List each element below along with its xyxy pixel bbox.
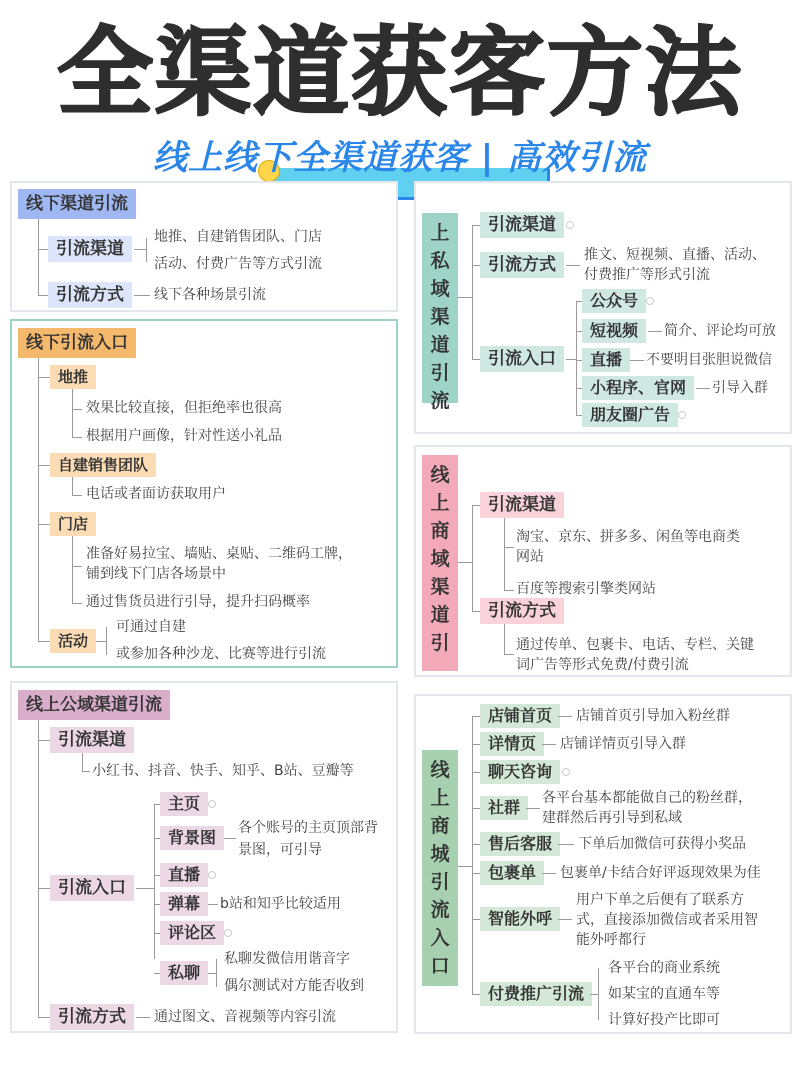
entry-detail: 准备好易拉宝、墙贴、桌贴、二维码工牌，: [86, 546, 352, 562]
entry-detail: 式，直接添加微信或者采用智: [576, 912, 758, 928]
entry-item: 小程序、官网: [582, 376, 694, 400]
entry-detail: 铺到线下门店各场景中: [86, 566, 226, 582]
method-detail: 线下各种场景引流: [154, 287, 266, 303]
entry-detail: 引导入群: [712, 380, 768, 396]
offline-entry-root: 线下引流入口: [18, 328, 136, 358]
panel-online-public: [10, 681, 398, 1033]
entry-item: 售后客服: [480, 832, 560, 856]
entry-detail: 可通过自建: [116, 619, 186, 635]
entry-item: 主页: [160, 792, 208, 816]
entry-item: 公众号: [582, 289, 646, 313]
entry-detail: 用户下单之后便有了联系方: [576, 892, 744, 908]
channels-label: 引流渠道: [50, 727, 134, 753]
panel-offline-channel: [10, 181, 398, 312]
entry-detail: 计算好投产比即可: [608, 1012, 720, 1028]
entry-item: 智能外呼: [480, 907, 560, 931]
entry-item: 评论区: [160, 921, 224, 945]
entry-detail: 景图，可引导: [238, 842, 322, 858]
offline-channel-root: 线下渠道引流: [18, 189, 136, 219]
entry-item: 自建销售团队: [50, 453, 156, 477]
entry-item: 门店: [50, 512, 96, 536]
entry-detail: 通过售货员进行引导，提升扫码概率: [86, 594, 310, 610]
method-label: 引流方式: [480, 598, 564, 624]
channel-detail: 百度等搜索引擎类网站: [516, 581, 656, 597]
panel-online-mall-entry: [414, 694, 792, 1034]
channels-label: 引流渠道: [480, 212, 564, 238]
entry-item: 包裹单: [480, 861, 544, 885]
entry-item: 短视频: [582, 319, 646, 343]
entry-item: 聊天咨询: [480, 760, 560, 784]
entry-item: 直播: [160, 863, 208, 887]
channel-detail: 淘宝、京东、拼多多、闲鱼等电商类: [516, 529, 740, 545]
entry-item: 详情页: [480, 732, 544, 756]
method-detail: 通过图文、音视频等内容引流: [154, 1009, 336, 1025]
page-title: 全渠道获客方法: [57, 17, 743, 129]
entry-item: 店铺首页: [480, 704, 560, 728]
entry-detail: 各平台的商业系统: [608, 960, 720, 976]
method-detail: 通过传单、包裹卡、电话、专栏、关键: [516, 637, 754, 653]
entry-detail: 根据用户画像，针对性送小礼品: [86, 428, 282, 444]
entry-item: 活动: [50, 629, 96, 653]
channel-detail: 网站: [516, 549, 544, 565]
panel-online-commerce-domain: [414, 445, 792, 677]
entry-detail: 各个账号的主页顶部背: [238, 820, 378, 836]
entry-label: 引流入口: [480, 346, 564, 372]
method-detail: 推文、短视频、直播、活动、: [584, 247, 766, 263]
entry-detail: 私聊发微信用谐音字: [224, 951, 350, 967]
entry-detail: 能外呼都行: [576, 932, 646, 948]
entry-detail: 包裹单/卡结合好评返现效果为佳: [560, 865, 761, 881]
page-subtitle: 线上线下全渠道获客 | 高效引流: [152, 138, 648, 178]
entry-detail: 下单后加微信可获得小奖品: [578, 836, 746, 852]
private-domain-root: 上 私 域 渠 道 引 流: [422, 213, 458, 403]
method-detail: 付费推广等形式引流: [584, 267, 710, 283]
channel-detail: 活动、付费广告等方式引流: [154, 256, 322, 272]
channels-label: 引流渠道: [48, 236, 132, 262]
entry-detail: b站和知乎比较适用: [220, 896, 341, 912]
entry-detail: 如某宝的直通车等: [608, 986, 720, 1002]
method-label: 引流方式: [50, 1004, 134, 1030]
entry-detail: 或参加各种沙龙、比赛等进行引流: [116, 646, 326, 662]
channel-detail: 地推、自建销售团队、门店: [154, 229, 322, 245]
commerce-domain-root: 线 上 商 域 渠 道 引: [422, 455, 458, 671]
entry-detail: 不要明目张胆说微信: [646, 352, 772, 368]
entry-item: 社群: [480, 796, 528, 820]
entry-item: 地推: [50, 365, 96, 389]
entry-item: 私聊: [160, 961, 208, 985]
entry-detail: 建群然后再引导到私域: [542, 810, 682, 826]
online-public-root: 线上公域渠道引流: [18, 690, 170, 720]
method-detail: 词广告等形式免费/付费引流: [516, 657, 689, 673]
entry-item: 朋友圈广告: [582, 403, 678, 427]
method-label: 引流方式: [48, 282, 132, 308]
entry-item: 背景图: [160, 826, 224, 850]
entry-detail: 效果比较直接，但拒绝率也很高: [86, 400, 282, 416]
channels-detail: 小红书、抖音、快手、知乎、B站、豆瓣等: [92, 763, 354, 779]
entry-detail: 各平台基本都能做自己的粉丝群，: [542, 790, 752, 806]
panel-offline-entry: [10, 319, 398, 668]
entry-detail: 店铺详情页引导入群: [560, 736, 686, 752]
entry-item: 直播: [582, 348, 630, 372]
entry-item: 弹幕: [160, 892, 208, 916]
panel-private-domain: [414, 181, 792, 434]
method-label: 引流方式: [480, 252, 564, 278]
entry-label: 引流入口: [50, 875, 134, 901]
entry-detail: 电话或者面访获取用户: [86, 486, 226, 502]
entry-item: 付费推广引流: [480, 982, 592, 1006]
entry-detail: 偶尔测试对方能否收到: [224, 978, 364, 994]
entry-detail: 简介、评论均可放: [664, 323, 776, 339]
mall-entry-root: 线 上 商 城 引 流 入 口: [422, 750, 458, 986]
entry-detail: 店铺首页引导加入粉丝群: [576, 708, 730, 724]
channels-label: 引流渠道: [480, 492, 564, 518]
